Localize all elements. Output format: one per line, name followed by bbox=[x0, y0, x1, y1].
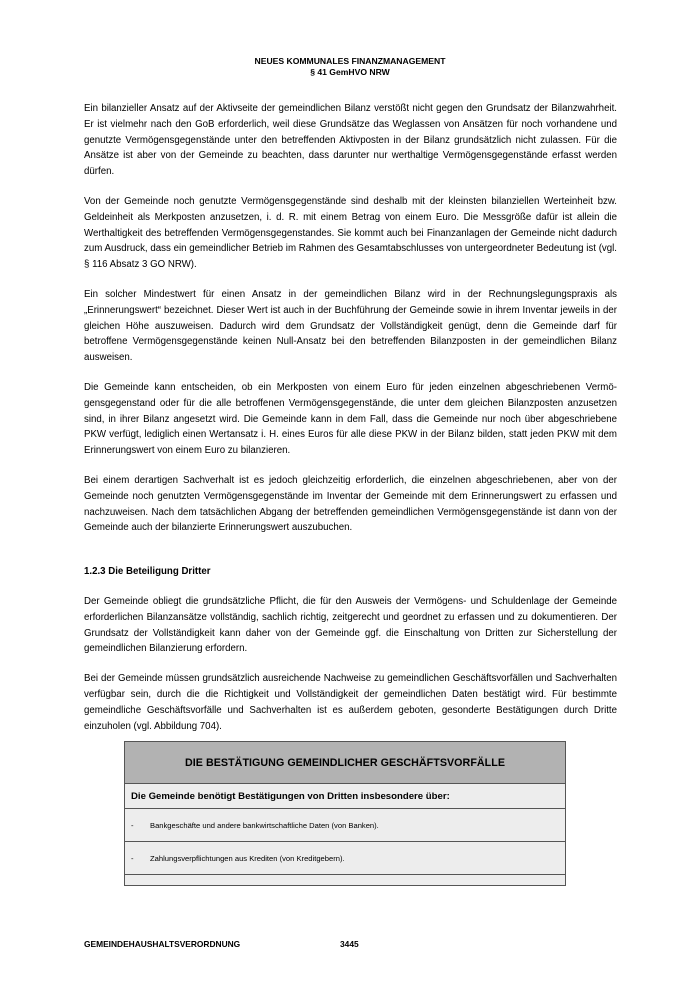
row-text: Bankgeschäfte und andere bankwirtschaftliche Daten (von Banken). bbox=[150, 820, 379, 830]
paragraph: Ein bilanzieller Ansatz auf der Aktivseite der gemeindlichen Bilanz verstößt nicht gegen den Grundsatz der Bilanzwahrheit. Er ist vielmehr nach den GoB erforderlich, weil diese Grundsätze das Weglassen von Ansätzen für noch vorhandene und genutzte Vermögensgegenstände unter den betreffenden Aktivposten in der Bilanz grundsätzlich nicht zulassen. Für die Ansätze ist aber von der Gemeinde zu beachten, dass darunter nur werthaltige Vermögensgegenstände erfasst werden dürfen. bbox=[84, 103, 617, 178]
page-header bbox=[0, 56, 700, 78]
paragraph: Der Gemeinde obliegt die grundsätzliche Pflicht, die für den Ausweis der Vermögens- und Schuldenlage der Gemeinde erforderlichen Bilanzansätze vollständig, sachlich richtig, zeitgerecht und geordnet zu erfassen und zu dokumentieren. Der Grundsatz der Vollständigkeit kann daher von der Gemeinde ggf. die Einschaltung von Dritten zur Sicherstellung der gemeindlichen Bilanzierung erfordern. bbox=[84, 595, 617, 655]
paragraph: Die Gemeinde kann entscheiden, ob ein Merkposten von einem Euro für jeden einzelnen abgeschriebenen Vermögensgegenstand oder für die alle betroffenen Vermögensgegenstände, die unter dem gleichen Bilanzposten anzusetzen sind, in ihrer Bilanz angesetzt wird. Die Gemeinde kann in dem Fall, dass die Gemeinde nur noch über abgeschriebene PKW verfügt, lediglich einen Wertansatz i. H. eines Euros für alle diese PKW in der Bilanz bilden, statt jeden PKW mit dem Erinnerungswert von einem Euro zu bilanzieren. bbox=[84, 381, 617, 457]
header-subtitle: § 41 GemHVO NRW bbox=[310, 67, 390, 77]
header-title: NEUES KOMMUNALES FINANZMANAGEMENT bbox=[254, 56, 446, 66]
table-spacer bbox=[125, 875, 565, 885]
footer-title: GEMEINDEHAUSHALTSVERORDNUNG bbox=[84, 939, 241, 949]
paragraph: Bei einem derartigen Sachverhalt ist es jedoch gleichzeitig erforderlich, die einzelnen abgeschriebenen, aber von der Gemeinde noch genutzten Vermögensgegenstände im Inventar der Gemeinde mit dem Erinnerungswert zu erfassen und nachzuweisen. Nach dem tatsächlichen Abgang der betreffenden gemeindlichen Vermögensgegenstände ist dann von der Gemeinde auch der bilanzierte Erinnerungswert auszubuchen. bbox=[84, 474, 617, 534]
row-text: Zahlungsverpflichtungen aus Krediten (von Kreditgebern). bbox=[150, 853, 345, 863]
figure-table bbox=[124, 741, 566, 886]
figure-title: DIE BESTÄTIGUNG GEMEINDLICHER GESCHÄFTSVORFÄLLE bbox=[125, 742, 565, 784]
paragraph: Bei der Gemeinde müssen grundsätzlich ausreichende Nachweise zu gemeindlichen Geschäftsvorfällen und Sachverhalten verfügbar sein, durch die die Richtigkeit und Vollständigkeit der gemeindlichen Daten bestätigt wird. Für bestimmte gemeindliche Geschäftsvorfälle und Sachverhalten ist es außerdem geboten, gesonderte Bestätigungen durch Dritte einzuholen (vgl. Abbildung 704). bbox=[84, 673, 617, 732]
body-text bbox=[84, 101, 617, 748]
figure-subtitle: Die Gemeinde benötigt Bestätigungen von Dritten insbesondere über: bbox=[125, 784, 565, 809]
table-row bbox=[125, 809, 565, 842]
paragraph: Ein solcher Mindestwert für einen Ansatz in der gemeindlichen Bilanz wird in der Rechnungslegungspraxis als „Erinnerungswert“ bezeichnet. Dieser Wert ist auch in der Buchführung der Gemeinde sowie in ihrem Inventar jeweils in der gleichen Höhe auszuweisen. Dadurch wird dem Grundsatz der Vollständigkeit genügt, denn die Gemeinde darf für betroffene Vermögensgegenstände keinen Null-Ansatz bei den betreffenden Bilanzposten in der gemeindlichen Bilanz ausweisen. bbox=[84, 288, 617, 364]
row-bullet: - bbox=[131, 820, 134, 830]
page-number: 3445 bbox=[340, 939, 359, 949]
section-heading: 1.2.3 Die Beteiligung Dritter bbox=[84, 566, 211, 578]
row-bullet: - bbox=[131, 853, 134, 863]
table-row bbox=[125, 842, 565, 875]
paragraph: Von der Gemeinde noch genutzte Vermögensgegenstände sind deshalb mit der kleinsten bilanziellen Werteinheit bzw. Geldeinheit als Merkposten anzusetzen, i. d. R. mit einem Betrag von einem Euro. Die Messgröße dafür ist allein die Werthaltigkeit des betreffenden Vermögensgegenstandes. Sie kommt auch bei Finanzanlagen der Gemeinde nicht dadurch zum Ausdruck, dass ein gemeindlicher Betrieb im Rahmen des Gesamtabschlusses von untergeordneter Bedeutung ist (vgl. § 116 Absatz 3 GO NRW). bbox=[84, 195, 617, 271]
